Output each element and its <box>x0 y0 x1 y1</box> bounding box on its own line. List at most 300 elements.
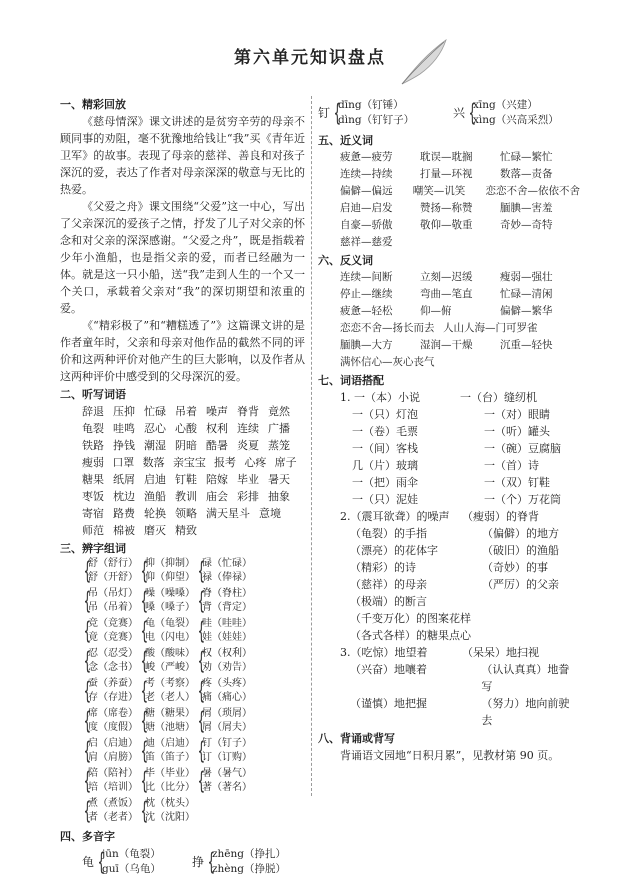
pair-word: 肩（肩膀） <box>88 752 138 763</box>
char-pair <box>196 647 253 675</box>
brace-icon: { <box>197 647 206 675</box>
antonym-pair: 立刻—迟缓 <box>420 271 473 283</box>
pair-word: 龟（龟裂） <box>145 618 195 629</box>
collocation-item: （龟裂）的手指 <box>350 527 427 540</box>
collocation-item: （呆呆）地扫视 <box>462 646 539 659</box>
char-pair <box>196 737 253 765</box>
pair-words <box>202 587 252 615</box>
section-head: 八、背诵或背写 <box>318 732 395 745</box>
dictation-word: 彩排 <box>237 490 259 503</box>
collocation-item: （严厉）的父亲 <box>482 578 559 591</box>
dictation-word: 报考 <box>214 456 237 469</box>
brace-icon: { <box>197 677 206 705</box>
collocation-item: （极端）的断言 <box>350 595 427 608</box>
char-pair <box>196 767 253 795</box>
brace-icon: { <box>83 647 92 675</box>
collocation-item: 几（片）玻璃 <box>352 459 418 472</box>
pair-words <box>145 797 195 825</box>
pair-words <box>145 737 195 765</box>
pair-word: 噪（噪嗓） <box>145 588 195 599</box>
collocation-item: 一（卷）毛票 <box>352 425 418 438</box>
char-pair <box>139 587 196 615</box>
brace-icon: { <box>197 617 206 645</box>
synonym-pair: 启迪—启发 <box>340 202 393 214</box>
dictation-word: 毕业 <box>237 473 259 486</box>
pair-word: 抑（抑制） <box>145 558 195 569</box>
collocation-row <box>350 627 580 644</box>
word-row <box>82 471 305 488</box>
antonym-pair: 人山人海—门可罗雀 <box>443 322 538 334</box>
pair-word: 度（度假） <box>88 722 138 733</box>
dictation-word: 纸屑 <box>113 473 135 486</box>
collocation-item: （千变万化）的图案花样 <box>350 612 471 625</box>
char-pair <box>139 767 196 795</box>
collocation-item: （奇妙）的事 <box>482 561 548 574</box>
dictation-word: 领略 <box>175 507 197 520</box>
char-pair <box>139 677 196 705</box>
poly-char: 龟 <box>82 854 95 869</box>
poly-reading: dìng（钉钉子） <box>338 114 415 126</box>
pair-word: 屑（琐屑） <box>202 708 252 719</box>
collocation-group-3 <box>318 644 580 729</box>
pair-word: 酸（酸味） <box>145 648 195 659</box>
synonym-pair: 敬仰—敬重 <box>420 219 473 231</box>
dictation-word: 枣饭 <box>82 490 104 503</box>
pair-word: 竞（竞赛） <box>88 618 138 629</box>
pair-words <box>88 737 138 765</box>
dictation-word: 精致 <box>175 524 197 537</box>
antonym-pair: 疲惫—轻松 <box>340 305 393 317</box>
char-pair <box>82 677 139 705</box>
word-row <box>82 403 305 420</box>
pair-word: 启（启迪） <box>88 738 138 749</box>
pair-word: 权（权利） <box>202 648 252 659</box>
dictation-word: 压抑 <box>113 405 135 418</box>
pair-word: 毕（毕业） <box>145 768 195 779</box>
collocation-row <box>350 695 580 729</box>
polyphone-item <box>82 847 192 877</box>
brace-icon: { <box>140 797 149 825</box>
dictation-word: 轮换 <box>144 507 166 520</box>
collocation-row <box>352 440 580 457</box>
polyphone-item <box>453 98 559 128</box>
dictation-word: 忍心 <box>144 422 166 435</box>
pair-word: 蚕（养蚕） <box>88 678 138 689</box>
quill-icon <box>398 38 450 86</box>
dictation-words <box>82 403 305 539</box>
collocation-row <box>350 576 580 593</box>
pair-word: 老（老人） <box>145 692 195 703</box>
brace-icon: { <box>83 677 92 705</box>
brace-icon: { <box>140 647 149 675</box>
pair-word: 哇（哇哇） <box>202 618 252 629</box>
brace-icon: { <box>197 737 206 765</box>
pair-word: 电（闪电） <box>145 632 195 643</box>
char-pair <box>196 707 253 735</box>
collocation-row <box>352 491 580 508</box>
char-pair <box>196 617 253 645</box>
collocation-item: 一（双）钉鞋 <box>484 476 550 489</box>
pair-words <box>202 557 252 585</box>
dictation-word: 忙碌 <box>144 405 166 418</box>
pair-word: 吊（吊着） <box>88 602 138 613</box>
poly-reading: jūn（龟裂） <box>102 848 161 860</box>
collocation-item: （偏僻）的地方 <box>482 527 559 540</box>
synonym-pair: 嘲笑—讥笑 <box>412 185 466 197</box>
paragraph-1: 《慈母情深》课文讲述的是贫穷辛劳的母亲不顾同事的劝阻，毫不犹豫地给钱让“我”买《青年近卫军》的故事。表现了母亲的慈祥、善良和对孩子深沉的爱，表达了作者对母亲深深的敬意与无比的热爱。 <box>60 115 305 196</box>
dictation-word: 寄宿 <box>82 507 104 520</box>
left-column <box>60 96 305 879</box>
antonym-pair: 湿润—干燥 <box>420 339 473 351</box>
dictation-word: 席子 <box>274 456 297 469</box>
pair-words <box>145 767 195 795</box>
dictation-word: 师范 <box>82 524 104 537</box>
dictation-word: 瘦弱 <box>82 456 104 469</box>
pair-word: 枕（枕头） <box>145 798 195 809</box>
synonym-pair: 恋恋不舍—依依不舍 <box>485 185 580 197</box>
collocation-item: （努力）地向前驶去 <box>481 697 570 727</box>
dictation-word: 数落 <box>142 456 165 469</box>
section-collocation <box>318 372 580 729</box>
section-recite <box>318 730 580 764</box>
dictation-word: 教训 <box>175 490 197 503</box>
collocation-row <box>350 593 580 610</box>
pair-words <box>88 797 138 825</box>
polyphone-continued <box>318 96 580 130</box>
word-row <box>82 488 305 505</box>
brace-icon: { <box>140 677 149 705</box>
section-dictation <box>60 386 305 539</box>
word-row <box>82 437 305 454</box>
brace-icon: { <box>97 848 106 876</box>
section-head: 五、近义词 <box>318 134 373 147</box>
collocation-item: （破旧）的渔船 <box>482 544 559 557</box>
pair-words <box>88 557 138 585</box>
dictation-word: 庙会 <box>206 490 228 503</box>
collocation-item: （瘦弱）的脊背 <box>462 510 539 523</box>
char-pair <box>82 617 139 645</box>
pair-words <box>145 707 195 735</box>
dictation-word: 权利 <box>206 422 228 435</box>
char-pair <box>82 767 139 795</box>
collocation-item: 一（个）万花筒 <box>484 493 561 506</box>
pair-words <box>202 737 252 765</box>
antonym-pair: 瘦弱—强壮 <box>500 271 553 283</box>
brace-icon: { <box>83 557 92 585</box>
word-row <box>82 420 305 437</box>
pair-word: 忍（忍受） <box>88 648 138 659</box>
char-pair <box>196 557 253 585</box>
brace-icon: { <box>197 767 206 795</box>
pair-word: 嗓（嗓子） <box>145 602 195 613</box>
antonym-pair: 满怀信心—灰心丧气 <box>340 356 435 368</box>
collocation-item: 一（对）眼睛 <box>484 408 550 421</box>
char-pair <box>82 707 139 735</box>
collocation-item: 一（首）诗 <box>484 459 539 472</box>
char-pair <box>139 647 196 675</box>
collocation-item: 一（只）灯泡 <box>352 408 418 421</box>
pair-word: 背（背定） <box>202 602 252 613</box>
pair-word: 吊（吊灯） <box>88 588 138 599</box>
collocation-item: 2.（震耳欲聋）的噪声 <box>340 510 450 523</box>
pair-words <box>88 617 138 645</box>
section-head: 二、听写词语 <box>60 388 126 401</box>
dictation-word: 噪声 <box>206 405 228 418</box>
collocation-row <box>340 389 580 406</box>
dictation-word: 龟裂 <box>82 422 104 435</box>
char-pair <box>82 587 139 615</box>
collocation-item: 1. 一（本）小说 <box>340 391 420 404</box>
char-pair <box>139 737 196 765</box>
collocation-row <box>350 610 580 627</box>
brace-icon: { <box>197 707 206 735</box>
paragraph-3: 《“精彩极了”和“糟糕透了”》这篇课文讲的是作者童年时，父亲和母亲对他作品的截然不同的评价和这两种评价对他产生的巨大影响，以及作者从这两种评价中感受到的父母深沉的爱。 <box>60 319 305 383</box>
antonym-pair: 恋恋不舍—扬长而去 <box>340 322 435 334</box>
polyphone-item <box>192 847 286 877</box>
collocation-row <box>340 644 580 661</box>
dictation-word: 糖果 <box>82 473 104 486</box>
pair-word: 者（老者） <box>88 812 138 823</box>
collocation-item: 3.（吃惊）地望着 <box>340 646 428 659</box>
dictation-word: 连续 <box>237 422 259 435</box>
synonym-pair: 慈祥—慈爱 <box>340 236 393 248</box>
dictation-word: 辞退 <box>82 405 104 418</box>
char-pair <box>196 587 253 615</box>
dictation-word: 铁路 <box>82 439 104 452</box>
pair-word: 沈（沈阳） <box>145 812 195 823</box>
char-pair <box>139 797 196 825</box>
brace-icon: { <box>140 767 149 795</box>
synonym-pair: 偏僻—偏远 <box>340 185 393 197</box>
pair-words <box>202 647 252 675</box>
brace-icon: { <box>197 587 206 615</box>
page-title: 第六单元知识盘点 <box>234 48 386 68</box>
poly-char: 兴 <box>453 105 466 120</box>
antonym-pair: 仰—俯 <box>420 305 452 317</box>
char-pair <box>139 557 196 585</box>
collocation-item: （精彩）的诗 <box>350 561 416 574</box>
poly-char: 挣 <box>192 854 205 869</box>
brace-icon: { <box>83 587 92 615</box>
synonym-row <box>340 149 580 166</box>
antonym-pair: 沉重—轻快 <box>500 339 553 351</box>
antonym-pair: 弯曲—笔直 <box>420 288 473 300</box>
section-head: 三、辨字组词 <box>60 542 126 555</box>
dictation-word: 磨灭 <box>144 524 166 537</box>
column-divider <box>311 96 312 796</box>
synonym-row <box>340 166 580 183</box>
pair-word: 糖（糖果） <box>145 708 195 719</box>
pair-words <box>88 587 138 615</box>
pair-word: 考（考察） <box>145 678 195 689</box>
pair-words <box>202 767 252 795</box>
section-synonyms <box>318 132 580 251</box>
synonym-pair: 忙碌—繁忙 <box>500 151 553 163</box>
recite-text: 背诵语文园地“日积月累”，见教材第 90 页。 <box>340 749 560 762</box>
brace-icon: { <box>83 617 92 645</box>
char-pair <box>82 737 139 765</box>
pair-word: 席（席卷） <box>88 708 138 719</box>
char-pair <box>82 557 139 585</box>
dictation-word: 抽象 <box>268 490 290 503</box>
collocation-item: 一（把）雨伞 <box>352 476 418 489</box>
antonym-row <box>340 303 580 320</box>
synonym-list <box>318 149 580 251</box>
word-row <box>82 454 305 471</box>
antonym-pair: 连续—间断 <box>340 271 393 283</box>
poly-reading: xīng（兴建） <box>473 99 538 111</box>
section-review <box>60 96 305 385</box>
dictation-word: 广播 <box>268 422 290 435</box>
dictation-word: 哇鸣 <box>113 422 135 435</box>
dictation-word: 潮湿 <box>144 439 166 452</box>
brace-icon: { <box>207 848 216 876</box>
collocation-item: 一（听）罐头 <box>484 425 550 438</box>
synonym-row <box>340 183 580 200</box>
collocation-item: 一（间）客栈 <box>352 442 418 455</box>
pair-words <box>88 647 138 675</box>
collocation-item: （认认真真）地誊写 <box>481 663 570 693</box>
pair-words <box>145 617 195 645</box>
pair-word: 痛（痛心） <box>202 692 252 703</box>
collocation-item: 一（只）泥娃 <box>352 493 418 506</box>
dictation-word: 路费 <box>113 507 135 520</box>
antonym-row <box>340 286 580 303</box>
dictation-word: 满天星斗 <box>206 507 250 520</box>
poly-reading: dīng（钉锤） <box>338 99 404 111</box>
pair-words <box>88 767 138 795</box>
pair-words <box>145 587 195 615</box>
pair-word: 订（订购） <box>202 752 252 763</box>
pair-word: 碌（忙碌） <box>202 558 252 569</box>
dictation-word: 口罩 <box>112 456 135 469</box>
antonym-row <box>340 337 580 354</box>
pair-word: 娃（娃娃） <box>202 632 252 643</box>
pair-word: 培（培训） <box>88 782 138 793</box>
poly-reading: zhèng（挣脱） <box>212 863 286 875</box>
collocation-item: （谨慎）地把握 <box>350 697 427 710</box>
synonym-row <box>340 217 580 234</box>
pair-word: 笛（笛子） <box>145 752 195 763</box>
synonym-pair: 赞扬—称赞 <box>420 202 473 214</box>
dictation-word: 渔船 <box>144 490 166 503</box>
synonym-pair: 自豪—骄傲 <box>340 219 393 231</box>
dictation-word: 炎夏 <box>237 439 259 452</box>
collocation-row <box>352 457 580 474</box>
brace-icon: { <box>83 707 92 735</box>
poly-reading: xìng（兴高采烈） <box>473 114 559 126</box>
char-pairs <box>82 557 305 827</box>
collocation-row <box>350 559 580 576</box>
char-pair <box>196 677 253 705</box>
brace-icon: { <box>83 737 92 765</box>
dictation-word: 蒸笼 <box>268 439 290 452</box>
pair-word: 竟（竞赛） <box>88 632 138 643</box>
collocation-row <box>352 423 580 440</box>
synonym-pair: 数落—责备 <box>500 168 553 180</box>
char-pair <box>82 797 139 825</box>
brace-icon: { <box>83 797 92 825</box>
collocation-group-2 <box>318 508 580 644</box>
collocation-item: 一（碗）豆腐脑 <box>484 442 561 455</box>
dictation-word: 心疼 <box>244 456 267 469</box>
section-distinguish <box>60 540 305 827</box>
pair-word: 脊（脊柱） <box>202 588 252 599</box>
pair-word: 禄（俸禄） <box>202 572 252 583</box>
section-head: 六、反义词 <box>318 254 373 267</box>
antonym-pair: 腼腆—大方 <box>340 339 393 351</box>
synonym-pair: 奇妙—奇特 <box>500 219 553 231</box>
right-column <box>318 96 580 764</box>
dictation-word: 脊背 <box>237 405 259 418</box>
brace-icon: { <box>83 767 92 795</box>
synonym-pair: 耽误—耽搁 <box>420 151 473 163</box>
poly-reading: zhēng（挣扎） <box>212 848 286 860</box>
pair-words <box>145 557 195 585</box>
poly-reading: guī（乌龟） <box>102 863 161 875</box>
pair-word: 峻（严峻） <box>145 662 195 673</box>
dictation-word: 枕边 <box>113 490 135 503</box>
antonym-pair: 停止—继续 <box>340 288 393 300</box>
collocation-row <box>352 406 580 423</box>
pair-words <box>202 617 252 645</box>
pair-word: 疼（头疼） <box>202 678 252 689</box>
char-pair <box>82 647 139 675</box>
dictation-word: 陪嫁 <box>206 473 228 486</box>
brace-icon: { <box>468 99 477 127</box>
pair-words <box>202 707 252 735</box>
synonym-pair: 连续—持续 <box>340 168 393 180</box>
collocation-group-1 <box>318 389 580 508</box>
pair-word: 迪（启迪） <box>145 738 195 749</box>
pair-word: 钉（钉子） <box>202 738 252 749</box>
antonym-list <box>318 269 580 371</box>
antonym-pair: 忙碌—清闲 <box>500 288 553 300</box>
brace-icon: { <box>140 707 149 735</box>
polyphone-item <box>318 98 453 128</box>
pair-words <box>88 707 138 735</box>
section-head: 四、多音字 <box>60 830 115 843</box>
pair-word: 著（著名） <box>202 782 252 793</box>
pair-word: 塘（池塘） <box>145 722 195 733</box>
collocation-row <box>350 542 580 559</box>
dictation-word: 启迪 <box>144 473 166 486</box>
dictation-word: 酷暑 <box>206 439 228 452</box>
dictation-word: 暑天 <box>268 473 290 486</box>
dictation-word: 钉鞋 <box>175 473 197 486</box>
pair-words <box>145 677 195 705</box>
brace-icon: { <box>140 587 149 615</box>
synonym-pair: 腼腆—害羞 <box>500 202 553 214</box>
pair-word: 舒（舒行） <box>88 558 138 569</box>
section-head: 七、词语搭配 <box>318 374 384 387</box>
dictation-word: 阴暗 <box>175 439 197 452</box>
collocation-item: （漂亮）的花体字 <box>350 544 438 557</box>
brace-icon: { <box>140 617 149 645</box>
pair-word: 念（念书） <box>88 662 138 673</box>
pair-words <box>145 647 195 675</box>
pair-word: 劝（劝告） <box>202 662 252 673</box>
section-polyphone <box>60 828 305 879</box>
pair-word: 存（存进） <box>88 692 138 703</box>
pair-word: 舒（开舒） <box>88 572 138 583</box>
collocation-row <box>352 474 580 491</box>
word-row <box>82 505 305 522</box>
word-row <box>82 522 305 539</box>
collocation-item: 一（台）缝纫机 <box>460 391 537 404</box>
dictation-word: 棉被 <box>113 524 135 537</box>
dictation-word: 亲宝宝 <box>172 456 206 469</box>
